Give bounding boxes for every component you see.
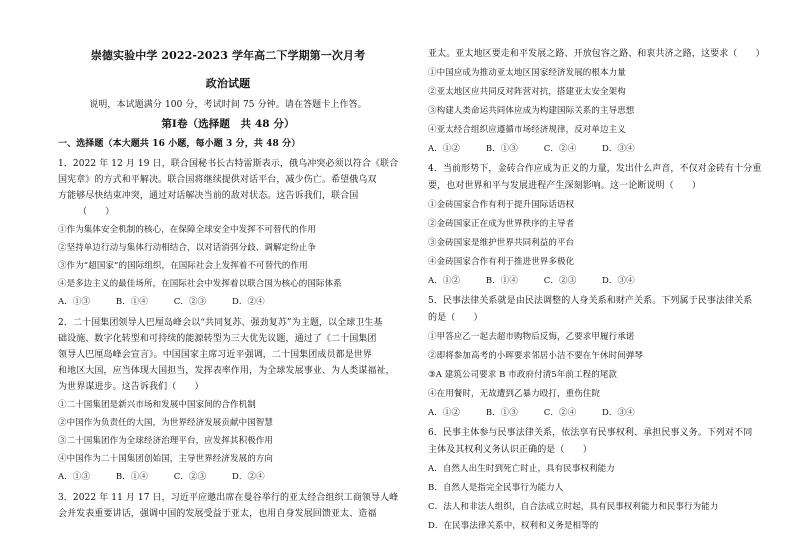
- section-title: 第Ⅰ卷（选择题 共 48 分）: [161, 118, 295, 130]
- option-statement: ①二十国集团是新兴市场和发展中国家间的合作机制: [58, 400, 256, 410]
- option-statement: ①作为集体安全机制的核心，在保障全球安全中发挥不可替代的作用: [58, 225, 317, 235]
- exam-instructions: 说明，本试题满分 100 分，考试时间 75 分钟。请在答题卡上作答。: [89, 100, 367, 110]
- question-1-line: 1．2022 年 12 月 19 日，联合国秘书长古特雷斯表示，俄乌冲突必须以符合《联合: [58, 159, 399, 169]
- option-statement: ②坚持单边行动与集体行动相结合，以对话消弭分歧、调解定纷止争: [58, 243, 317, 253]
- option-statement: ③二十国集团作为全球经济治理平台，应发挥其积极作用: [58, 436, 274, 446]
- answer-blank: （ ）: [78, 207, 115, 217]
- question-1-line: 国宪章》的方式和平解决。联合国将继续提供对话平台，减少伤亡。希望俄乌双: [58, 175, 377, 185]
- part-heading: 一、选择题（本大题共 16 小题，每小题 3 分，共 48 分）: [58, 139, 301, 149]
- question-1-line: 方能够尽快结束冲突，通过对话解决当前的敌对状态。这告诉我们，联合国: [58, 191, 359, 201]
- question-2-line: 础设施、数字化转型和可持续的能源转型为三大优先议题，通过了《二十国集团: [58, 334, 377, 344]
- question-3-line: 3．2022 年 11 月 17 日，习近平应邀出席在曼谷举行的亚太经合组织工商领导人峰: [58, 493, 399, 503]
- answer-choices: A．①② B．①③ C．②④ D．③④: [428, 144, 635, 154]
- question-2-line: 为世界谋进步。这告诉我们（ ）: [58, 382, 204, 392]
- option-statement: ②亚太地区应共同反对阵营对抗，搭建亚太安全架构: [428, 87, 626, 97]
- option-statement: ④金砖国家合作有利于推进世界多极化: [428, 257, 575, 267]
- answer-choices: A．①③ B．①④ C．②③ D．②④: [58, 472, 265, 482]
- exam-subtitle: 政治试题: [205, 77, 251, 90]
- option-statement: ②金砖国家正在成为世界秩序的主导者: [428, 219, 575, 229]
- question-5-line: 的是（ ）: [428, 313, 483, 323]
- option-statement: ①甲答应乙一起去超市购物后反悔，乙要求甲履行承诺: [428, 332, 635, 342]
- answer-choices: A．①② B．①④ C．②③ D．③④: [428, 276, 635, 286]
- option-statement: ①金砖国家合作有利于提升国际话语权: [428, 200, 575, 210]
- question-6-line: 6．民事主体参与民事法律关系，依法享有民事权利、承担民事义务。下列对不同: [428, 428, 753, 438]
- question-2-line: 2．二十国集团领导人巴厘岛峰会以“共同复苏、强劲复苏”为主题，以全球卫生基: [58, 318, 383, 328]
- option-statement: ③金砖国家是维护世界共同利益的平台: [428, 238, 575, 248]
- question-3-line: 会并发表重要讲话，强调中国的发展受益于亚太，也用自身发展回馈亚太、造福: [58, 509, 377, 519]
- option-statement: B．自然人是指完全民事行为能力人: [428, 483, 564, 493]
- answer-choices: A．①③ B．①④ C．②③ D．②④: [58, 297, 265, 307]
- question-3-line: 亚太。亚太地区要走和平发展之路、开放包容之路、和衷共济之路，这要求（ ）: [428, 49, 765, 59]
- option-statement: D．在民事法律关系中，权利和义务是相等的: [428, 521, 599, 531]
- option-statement: C．法人和非法人组织，自合法成立时起，具有民事权利能力和民事行为能力: [428, 502, 719, 512]
- question-6-line: 主体及其权利义务认识正确的是（ ）: [428, 445, 592, 455]
- question-5-line: 5．民事法律关系就是由民法调整的人身关系和财产关系。下列属于民事法律关系: [428, 296, 753, 306]
- option-statement: ④中国作为二十国集团创始国，主导世界经济发展的方向: [58, 454, 274, 464]
- option-statement: ①中国应成为推动亚太地区国家经济发展的根本力量: [428, 68, 626, 78]
- option-statement: ③A 建筑公司要求 B 市政府付清5年前工程的尾款: [428, 370, 618, 380]
- question-2-line: 领导人巴厘岛峰会宣言》。中国国家主席习近平强调，二十国集团成员都是世界: [58, 350, 373, 360]
- option-statement: ④在用餐时，无故遭到乙暴力殴打，重伤住院: [428, 389, 601, 399]
- option-statement: ④亚太经合组织应遵循市场经济规律，反对单边主义: [428, 125, 626, 135]
- option-statement: ③构建人类命运共同体应成为构建国际关系的主导思想: [428, 106, 635, 116]
- answer-choices: A．①② B．①③ C．②④ D．③④: [428, 408, 635, 418]
- option-statement: A．自然人出生时到死亡时止，具有民事权利能力: [428, 464, 615, 474]
- option-statement: ④是多边主义的最佳场所，在国际社会中发挥着以联合国为核心的国际体系: [58, 279, 342, 289]
- option-statement: ③作为“超国家”的国际组织，在国际社会上发挥着不可替代的作用: [58, 261, 308, 271]
- question-4-line: 4．当前形势下，金砖合作应成为正义的力量，发出什么声音，不仅对金砖有十分重: [428, 164, 762, 174]
- question-4-line: 要，也对世界和平与发展进程产生深刻影响。这一论断说明（ ）: [428, 181, 702, 191]
- option-statement: ②即将参加高考的小晖要求邻居小洁不要在午休时间弹琴: [428, 351, 644, 361]
- question-2-line: 和地区大国，应当体现大国担当，发挥表率作用，为全球发展事业、为人类谋福祉，: [58, 366, 395, 376]
- exam-title: 崇德实验中学 2022-2023 学年高二下学期第一次月考: [90, 49, 366, 62]
- option-statement: ②中国作为负责任的大国，为世界经济发展贡献中国智慧: [58, 418, 274, 428]
